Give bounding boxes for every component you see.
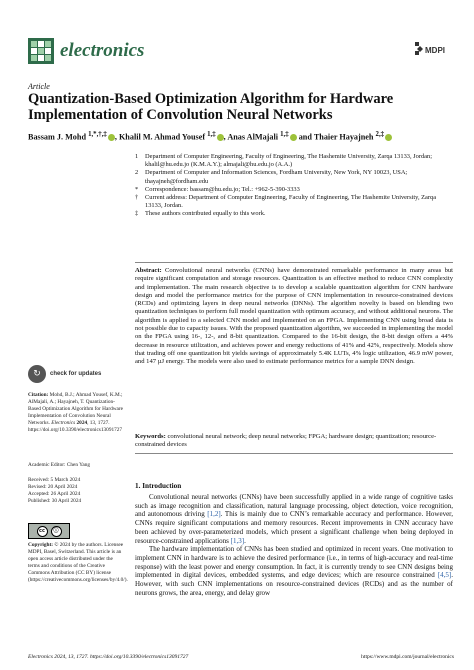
copyright-text: © 2024 by the authors. Licensee MDPI, Basel, Switzerland. This article is an open access article distributed under the terms and conditions of the Creative Commons Attribution (CC BY) license (https://creativecommons.org/licenses/by/4.0/). (28, 542, 128, 584)
mdpi-logo-text: MDPI (425, 46, 445, 55)
citation-block (28, 392, 124, 435)
affiliation-mark: ‡ (135, 210, 139, 218)
affiliation-item (135, 186, 453, 194)
author-marks: 1,*,†,‡ (88, 131, 107, 138)
orcid-icon[interactable] (290, 134, 297, 141)
citation-doi[interactable]: , 13, 1727. https://doi.org/10.3390/electronics13091727 (28, 420, 123, 434)
cc-icon: cc (37, 526, 48, 537)
date-received: Received: 5 March 2024 (28, 477, 81, 483)
affiliation-text: Department of Computer Engineering, Faculty of Engineering, The Hashemite University, Zarqa 13133, Jordan; khalil@hu.edu.jo (K.M.A.Y.); almajali@hu.edu.jo (A.A.) (145, 153, 432, 169)
citation-link[interactable]: [4,5] (437, 571, 452, 580)
date-revised: Revised: 20 April 2024 (28, 484, 78, 491)
footer-citation[interactable]: Electronics 2024, 13, 1727. https://doi.org/10.3390/electronics13091727 (28, 654, 189, 660)
abstract (135, 267, 453, 367)
date-accepted: Accepted: 26 April 2024 (28, 491, 81, 498)
page-footer (28, 654, 454, 660)
citation-text: Mohd, B.J.; Ahmad Yousef, K.M.; AlMajali, A.; Hayajneh, T. Quantization-Based Optimization Algorithm for Hardware Implementation of Convolution Neural Networks. (28, 392, 124, 427)
orcid-icon[interactable] (108, 134, 115, 141)
affiliation-text: Correspondence: bassam@hu.edu.jo; Tel.: +962-5-390-3333 (145, 185, 300, 193)
mdpi-logo-icon (413, 41, 445, 57)
orcid-icon[interactable] (217, 134, 224, 141)
keywords (135, 433, 453, 450)
affiliation-item (135, 194, 453, 210)
author-marks: 1,‡ (280, 131, 289, 138)
affiliation-mark: 2 (135, 169, 139, 177)
abstract-text: Convolutional neural networks (CNNs) have demonstrated remarkable performance in many areas but require significant computation and storage resources. Quantization is an effective method to reduce CNN complexity and implementation. The main research objective is to develop a scalable quantization algorithm for CNN hardware design and model the performance metrics for the purpose of CNN implementation in resource-constrained devices (RCDs) and optimizing layers in deep neural networks (DNNs). The algorithm novelty is based on blending two quantization techniques to perform full model quantization with optimum accuracy, and without additional neurons. The algorithm is applied to a selected CNN model and implemented on an FPGA. Implementing CNN using broad data is not possible due to capacity issues. With the proposed quantization algorithm, we succeeded in implementing the model on the FPGA using 16-, 12-, and 8-bit quantization. Compared to the 16-bit design, the 8-bit design offers a 44% decrease in resource utilization, and achieves power and energy reductions of 41% and 42%, respectively. Models show that trading off one quantization bit yields savings of approximately 5.4K LUTs, 4% logic utilization, 46.9 mW power, and 147 µJ energy. The models were also used to estimate performance metrics for a sample DNN design. (135, 267, 453, 366)
keywords-text: convolutional neural network; deep neural networks; FPGA; hardware design; quantization; resource-constrained devices (135, 433, 437, 449)
citation-link[interactable]: [1,3] (230, 536, 245, 545)
journal-logo-icon (28, 38, 54, 64)
author-list: Bassam J. Mohd $^{1,*,\dagger,\ddagger}$ , Khalil M. Ahmad Yousef $^{1,\ddagger}$ , Anas AlMajali $^{1,\ddagger}$ and Thaier Hayajneh $^{2,\ddagger}$ (28, 130, 448, 143)
article-type: Article (28, 82, 50, 91)
abstract-label: Abstract: (135, 267, 162, 274)
affiliation-item (135, 169, 453, 185)
cc-by-license-badge[interactable] (28, 523, 70, 539)
author-marks: 1,‡ (207, 131, 216, 138)
copyright-block (28, 542, 128, 585)
author-name[interactable]: Khalil M. Ahmad Yousef (118, 132, 206, 142)
author-name[interactable]: Bassam J. Mohd (28, 132, 87, 142)
keywords-bottom-rule (135, 453, 453, 454)
refresh-icon: ↻ (28, 365, 46, 383)
paragraph: Convolutional neural networks (CNNs) have been successfully applied in a wide range of cognitive tasks such as image recognition and classification, natural language processing, object detection, voice recognition, and autonomous driving [1,2]. This is mainly due to CNN’s remarkable accuracy and performance. However, CNNs require significant computations and memory resources. Recent improvements in CNN accuracy have been achieved by over-parameterized models, which present a significant challenge when being deployed in resource-constrained applications [1,3]. (135, 493, 453, 545)
orcid-icon[interactable] (385, 134, 392, 141)
footer-journal-url[interactable]: https://www.mdpi.com/journal/electronics (361, 654, 454, 660)
affiliation-text: These authors contributed equally to this work. (145, 210, 266, 218)
person-icon: ⓘ (51, 526, 62, 537)
paragraph: The hardware implementation of CNNs has been studied and optimized in recent years. One motivation to implement CNN in hardware is to achieve the desired performance (i.e., in terms of high-accuracy and real-time response) with the least power and energy consumption. In fact, it is currently trendy to see CNN designs being implemented in digital devices, embedded systems, and edge devices; which are resource constrained [4,5]. However, with such CNN implementations on resource-constrained devices (RCDs) and as the number of neurons grows, the area, energy, and delay grow (135, 545, 453, 597)
affiliation-mark: † (135, 194, 139, 202)
author-conjunction: and (298, 132, 312, 142)
date-published: Published: 30 April 2024 (28, 498, 82, 505)
keywords-label: Keywords: (135, 433, 166, 440)
affiliation-text: Current address: Department of Computer Engineering, Faculty of Engineering, The Hashemite University, Zarqa 13133, Jordan. (145, 194, 437, 210)
affiliation-mark: * (135, 185, 139, 193)
abstract-top-rule (135, 262, 453, 263)
affiliation-item (135, 153, 453, 169)
check-for-updates-button[interactable] (28, 363, 124, 385)
citation-link[interactable]: [1,2] (207, 510, 221, 519)
check-for-updates-label: check for updates (50, 370, 102, 377)
copyright-label: Copyright: (28, 542, 54, 548)
affiliation-text: Department of Computer and Information Sciences, Fordham University, New York, NY 10023, USA; thayajneh@fordham.edu (145, 169, 408, 185)
publication-dates (28, 477, 124, 505)
author-marks: 2,‡ (375, 131, 385, 138)
affiliation-mark: 1 (135, 153, 139, 160)
citation-year: 2024 (76, 420, 88, 427)
journal-name: electronics (60, 40, 145, 61)
citation-journal: Electronics (51, 420, 76, 427)
affiliations (135, 153, 453, 219)
introduction-text (135, 493, 453, 597)
author-name[interactable]: Thaier Hayajneh (313, 132, 374, 142)
article-title: Quantization-Based Optimization Algorithm for Hardware Implementation of Convolution Neural Networks (28, 91, 394, 123)
affiliation-item (135, 210, 453, 218)
citation-label: Citation: (28, 392, 49, 398)
section-heading: 1. Introduction (135, 482, 182, 490)
academic-editor: Academic Editor: Chen Yang (28, 462, 91, 468)
author-name[interactable]: Anas AlMajali (227, 132, 279, 142)
